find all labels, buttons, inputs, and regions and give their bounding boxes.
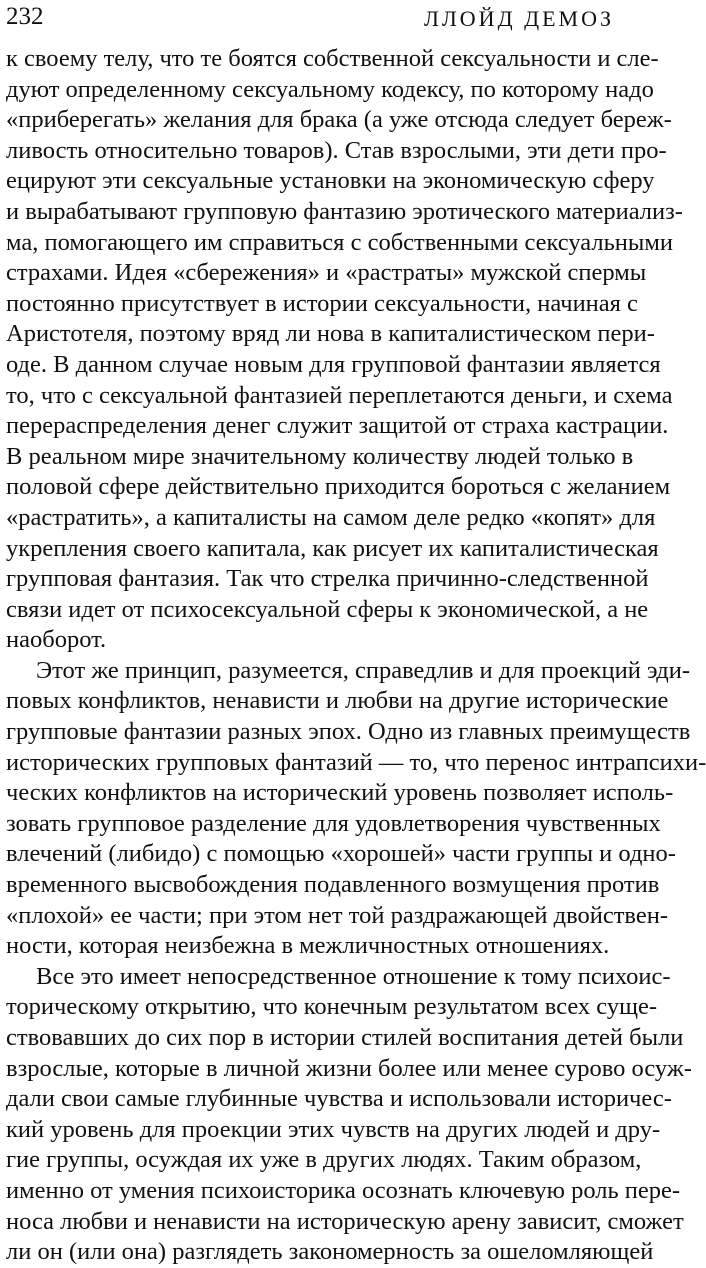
text-line: дали свои самые глубинные чувства и использовали историчес- bbox=[6, 1085, 672, 1113]
text-line: дуют определенному сексуальному кодексу, по которому надо bbox=[6, 75, 654, 103]
paragraph-end-line: ности, которая неизбежна в межличностных отношениях. bbox=[6, 932, 610, 960]
text-line: перераспределения денег служит защитой от страха кастрации. bbox=[6, 412, 669, 440]
page-number: 232 bbox=[6, 3, 44, 30]
text-line: то, что с сексуальной фантазией переплетаются деньги, и схема bbox=[6, 381, 673, 409]
text-line: ецируют эти сексуальные установки на экономическую сферу bbox=[6, 167, 655, 195]
text-line: ствовавших до сих пор в истории стилей воспитания детей были bbox=[6, 1024, 684, 1051]
text-line: торическому открытию, что конечным результатом всех суще- bbox=[6, 993, 657, 1021]
text-line: ливость относительно товаров). Став взрослыми, эти дети про- bbox=[6, 136, 667, 164]
text-line: «растратить», а капиталисты на самом деле редко «копят» для bbox=[6, 503, 656, 531]
text-line: групповая фантазия. Так что стрелка причинно-следственной bbox=[6, 565, 649, 593]
text-line: носа любви и ненависти на историческую арену зависит, сможет bbox=[6, 1207, 684, 1235]
text-line: к своему телу, что те боятся собственной сексуальности и сле- bbox=[6, 45, 659, 72]
running-head-title: ЛЛОЙД ДЕМОЗ bbox=[423, 6, 614, 31]
paragraph-start-line: Все это имеет непосредственное отношение к тому психоис- bbox=[36, 962, 671, 990]
running-head bbox=[6, 0, 614, 44]
text-line: оде. В данном случае новым для групповой фантазии является bbox=[6, 350, 661, 378]
text-line: ли он (или она) разглядеть закономерность за ошеломляющей bbox=[6, 1238, 654, 1266]
text-line: временного высвобождения подавленного возмущения против bbox=[6, 871, 660, 899]
text-line: и вырабатывают групповую фантазию эротического материализ- bbox=[6, 197, 683, 225]
text-line: постоянно присутствует в истории сексуальности, начиная с bbox=[6, 289, 638, 317]
text-line: именно от умения психоисторика осознать ключевую роль пере- bbox=[6, 1176, 681, 1204]
text-line: групповые фантазии разных эпох. Одно из главных преимуществ bbox=[6, 718, 691, 746]
text-line: исторических групповых фантазий — то, что перенос интрапсихи- bbox=[6, 748, 706, 776]
text-line: половой сфере действительно приходится бороться с желанием bbox=[6, 473, 671, 501]
body-text bbox=[6, 44, 706, 1268]
text-line: повых конфликтов, ненависти и любви на другие исторические bbox=[6, 687, 669, 715]
text-line: страхами. Идея «сбережения» и «растраты» мужской спермы bbox=[6, 259, 647, 287]
text-line: «плохой» ее части; при этом нет той раздражающей двойствен- bbox=[6, 901, 668, 929]
paragraph-start-line: Этот же принцип, разумеется, справедлив и для проекций эди- bbox=[36, 656, 690, 684]
text-line: укрепления своего капитала, как рисует их капиталистическая bbox=[6, 534, 659, 562]
text-line: взрослые, которые в личной жизни более или менее сурово осуж- bbox=[6, 1054, 692, 1082]
text-line: влечений (либидо) с помощью «хорошей» части группы и одно- bbox=[6, 840, 676, 868]
text-line: В реальном мире значительному количеству людей только в bbox=[6, 442, 634, 470]
text-line: связи идет от психосексуальной сферы к экономической, а не bbox=[6, 595, 649, 623]
text-line: ма, помогающего им справиться с собственными сексуальными bbox=[6, 228, 673, 256]
text-line: зовать групповое разделение для удовлетворения чувственных bbox=[6, 809, 661, 837]
paragraph-end-line: наоборот. bbox=[6, 626, 107, 654]
text-line: ческих конфликтов на исторический уровень позволяет исполь- bbox=[6, 779, 674, 807]
text-line: кий уровень для проекции этих чувств на других людей и дру- bbox=[6, 1115, 661, 1143]
text-line: гие группы, осуждая их уже в других людях. Таким образом, bbox=[6, 1146, 642, 1174]
book-page bbox=[6, 0, 706, 1266]
text-line: «приберегать» желания для брака (а уже отсюда следует береж- bbox=[6, 106, 672, 134]
text-line: Аристотеля, поэтому вряд ли нова в капиталистическом пери- bbox=[6, 320, 655, 348]
